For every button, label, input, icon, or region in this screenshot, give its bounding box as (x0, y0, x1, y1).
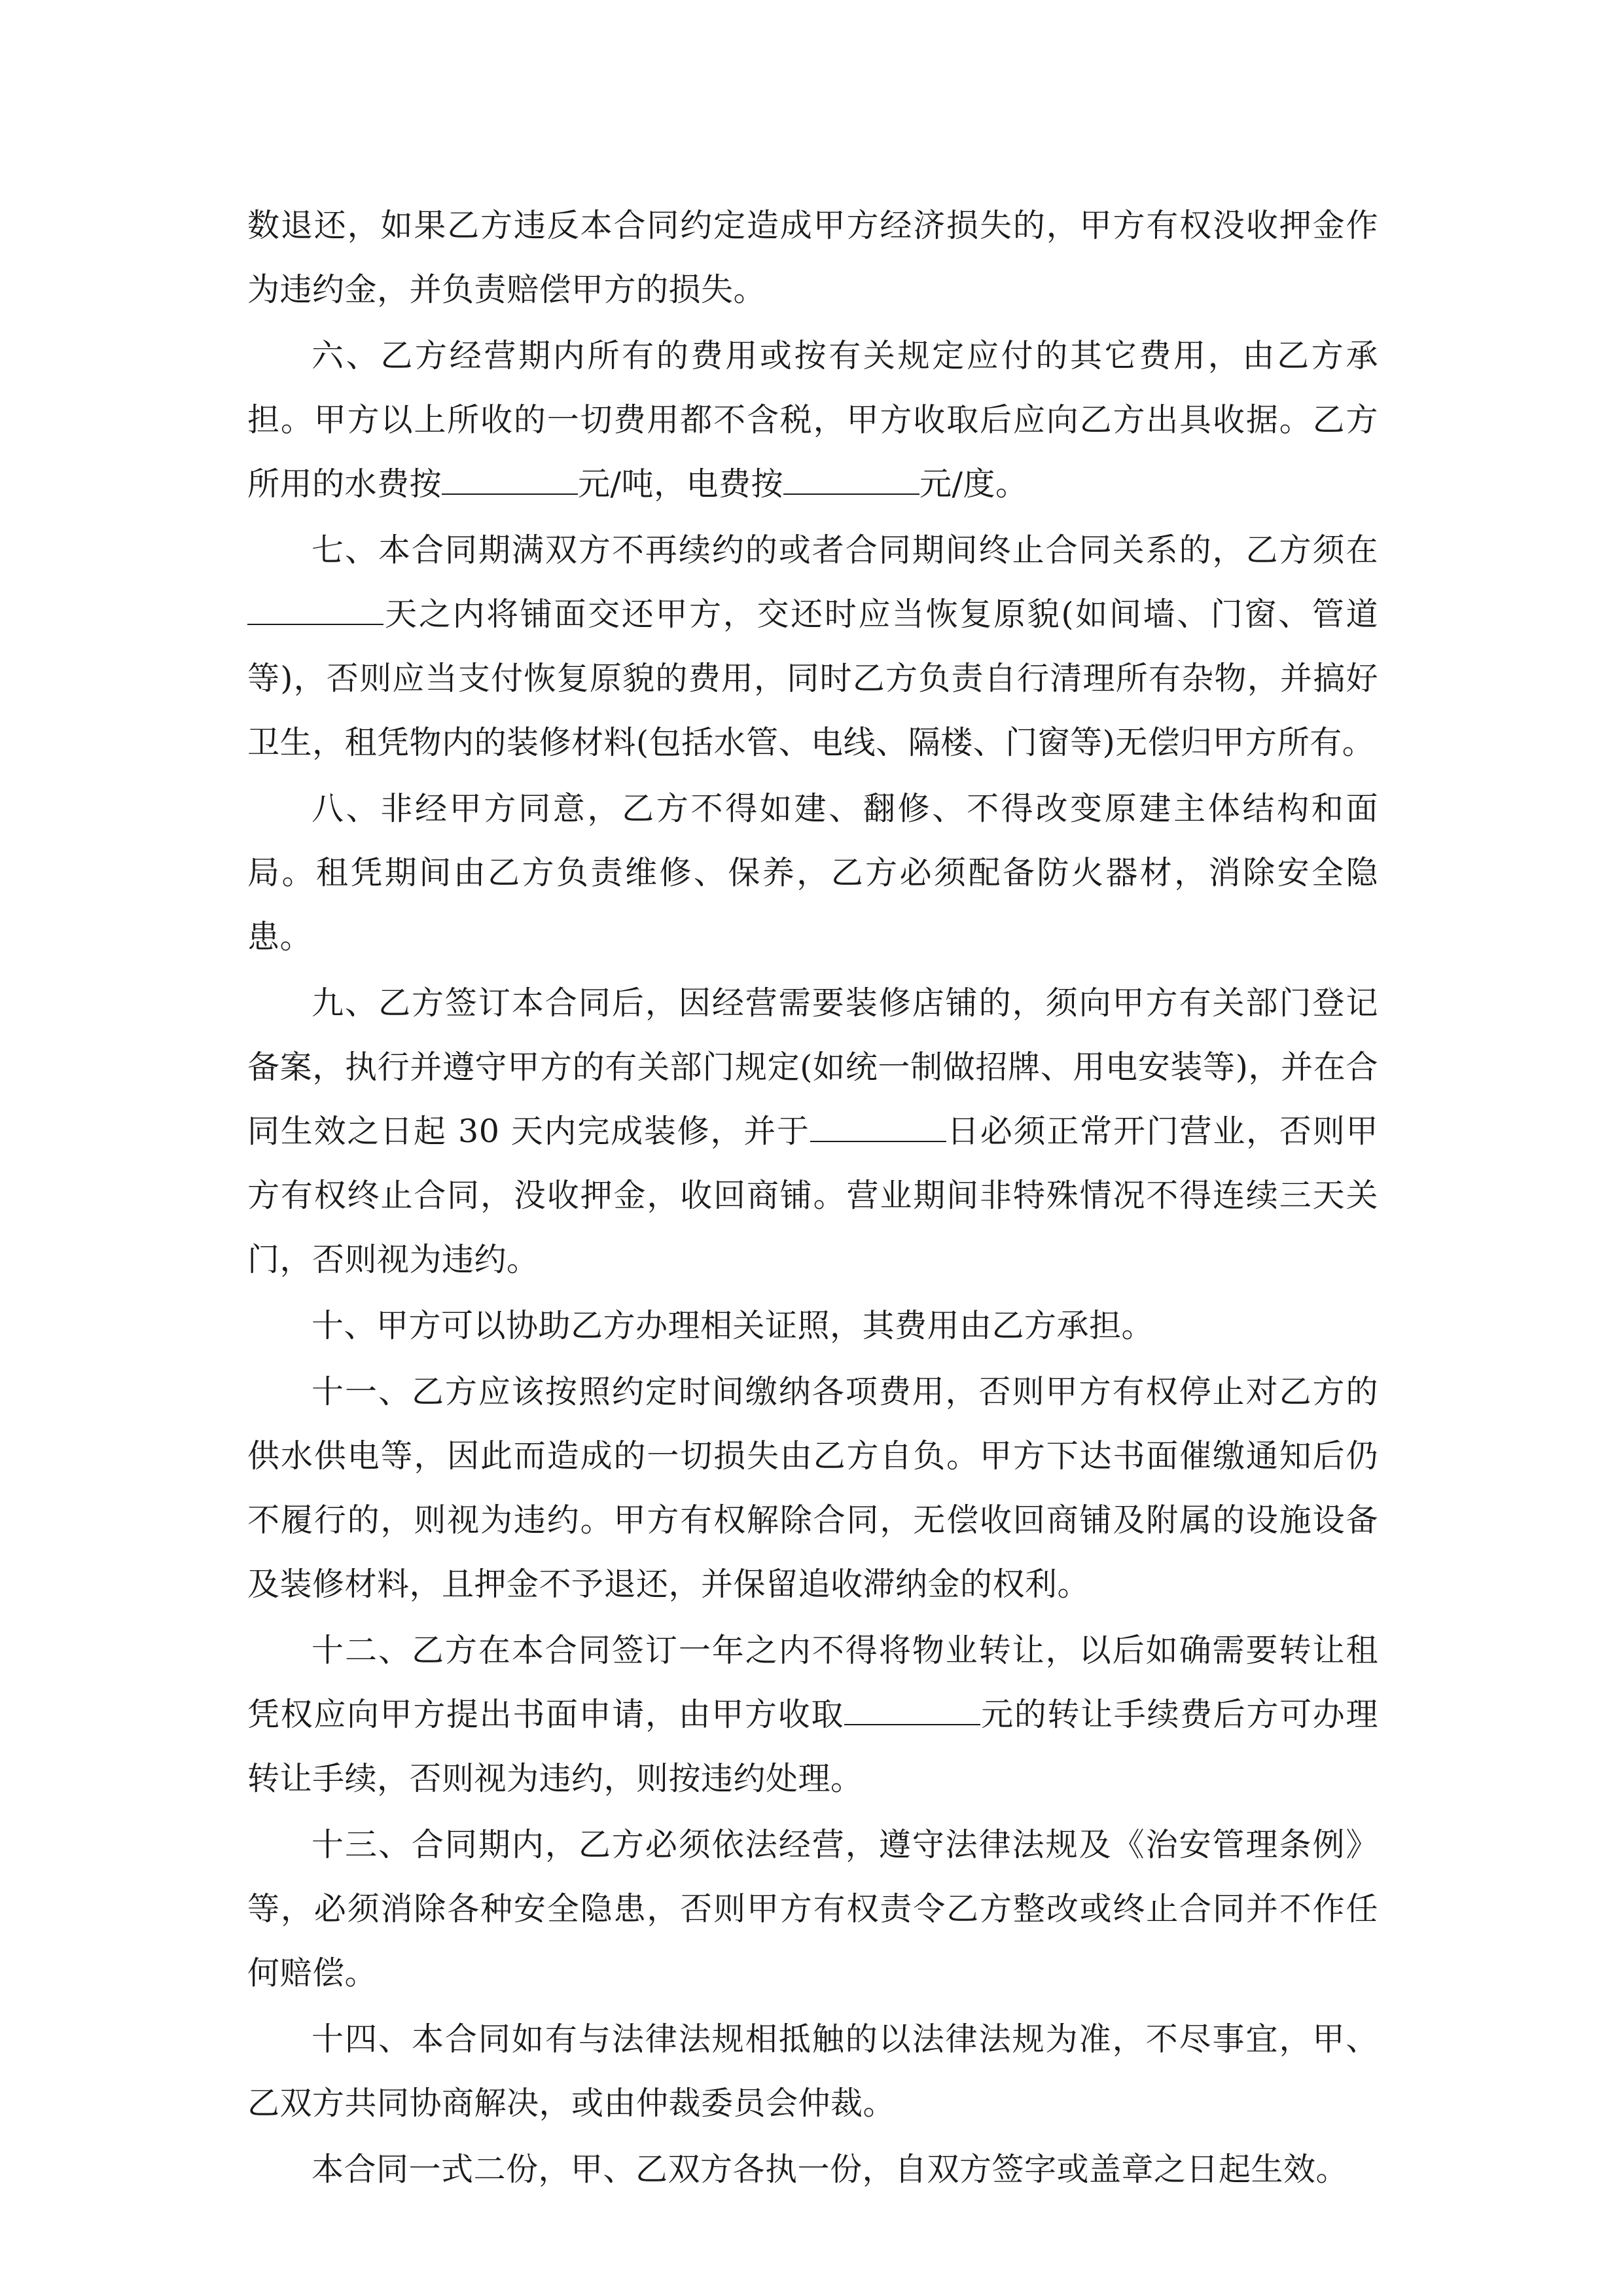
transfer-fee-blank[interactable] (844, 1698, 980, 1725)
clause-9-text-a: 九、乙方签订本合同后，因经营需要装修店铺的，须向甲方有关部门登记备案，执行并遵守甲方的有关部门规定(如统一制做招牌、用电安装等)，并在合同生效之日起 30 天内完成装修，并于 (247, 984, 1378, 1150)
clause-13: 十三、合同期内，乙方必须依法经营，遵守法律法规及《治安管理条例》等，必须消除各种安全隐患，否则甲方有权责令乙方整改或终止合同并不作任何赔偿。 (247, 1826, 1378, 1992)
contract-body (247, 194, 1378, 2204)
clause-14: 十四、本合同如有与法律法规相抵触的以法律法规为准，不尽事宜，甲、乙双方共同协商解决，或由仲裁委员会仲裁。 (247, 2020, 1378, 2122)
clause-12 (247, 1619, 1378, 1811)
return-days-blank[interactable] (247, 598, 383, 625)
water-fee-blank[interactable] (442, 467, 578, 495)
clause-6 (247, 324, 1378, 516)
electricity-fee-blank[interactable] (783, 467, 919, 495)
clause-7-text-a: 七、本合同期满双方不再续约的或者合同期间终止合同关系的，乙方须在 (312, 531, 1378, 569)
clause-9-text-b: 日必须正常开门营业，否则甲方有权终止合同，没收押金，收回商铺。营业期间非特殊情况不得连续三天关门，否则视为违约。 (247, 1113, 1378, 1278)
closing-clause: 本合同一式二份，甲、乙双方各执一份，自双方签字或盖章之日起生效。 (312, 2151, 1349, 2188)
clause-9 (247, 971, 1378, 1292)
clause-6-text-a: 六、乙方经营期内所有的费用或按有关规定应付的其它费用，由乙方承担。甲方以上所收的一切费用都不含税，甲方收取后应向乙方出具收据。乙方所用的水费按 (247, 337, 1378, 503)
clause-12-text-a: 十二、乙方在本合同签订一年之内不得将物业转让，以后如确需要转让租凭权应向甲方提出书面申请，由甲方收取 (247, 1632, 1378, 1733)
clause-11: 十一、乙方应该按照约定时间缴纳各项费用，否则甲方有权停止对乙方的供水供电等，因此而造成的一切损失由乙方自负。甲方下达书面催缴通知后仍不履行的，则视为违约。甲方有权解除合同，无偿收回商铺及附属的设施设备及装修材料，且押金不予退还，并保留追收滞纳金的权利。 (247, 1373, 1378, 1603)
paragraph-continuation: 数退还，如果乙方违反本合同约定造成甲方经济损失的，甲方有权没收押金作为违约金，并负责赔偿甲方的损失。 (247, 207, 1378, 308)
clause-12-text-b: 元的转让手续费后方可办理转让手续，否则视为违约，则按违约处理。 (247, 1696, 1378, 1797)
clause-8: 八、非经甲方同意，乙方不得如建、翻修、不得改变原建主体结构和面局。租凭期间由乙方负责维修、保养，乙方必须配备防火器材，消除安全隐患。 (247, 790, 1378, 956)
clause-6-text-b: 元/吨，电费按 (578, 465, 784, 503)
clause-6-text-c: 元/度。 (919, 465, 1028, 503)
clause-7 (247, 518, 1378, 775)
opening-date-blank[interactable] (810, 1115, 946, 1142)
clause-10: 十、甲方可以协助乙方办理相关证照，其费用由乙方承担。 (312, 1307, 1154, 1344)
clause-7-text-b: 天之内将铺面交还甲方，交还时应当恢复原貌(如间墙、门窗、管道等)，否则应当支付恢复原貌的费用，同时乙方负责自行清理所有杂物，并搞好卫生，租凭物内的装修材料(包括水管、电线、隔楼、门窗等)无偿归甲方所有。 (247, 596, 1378, 761)
